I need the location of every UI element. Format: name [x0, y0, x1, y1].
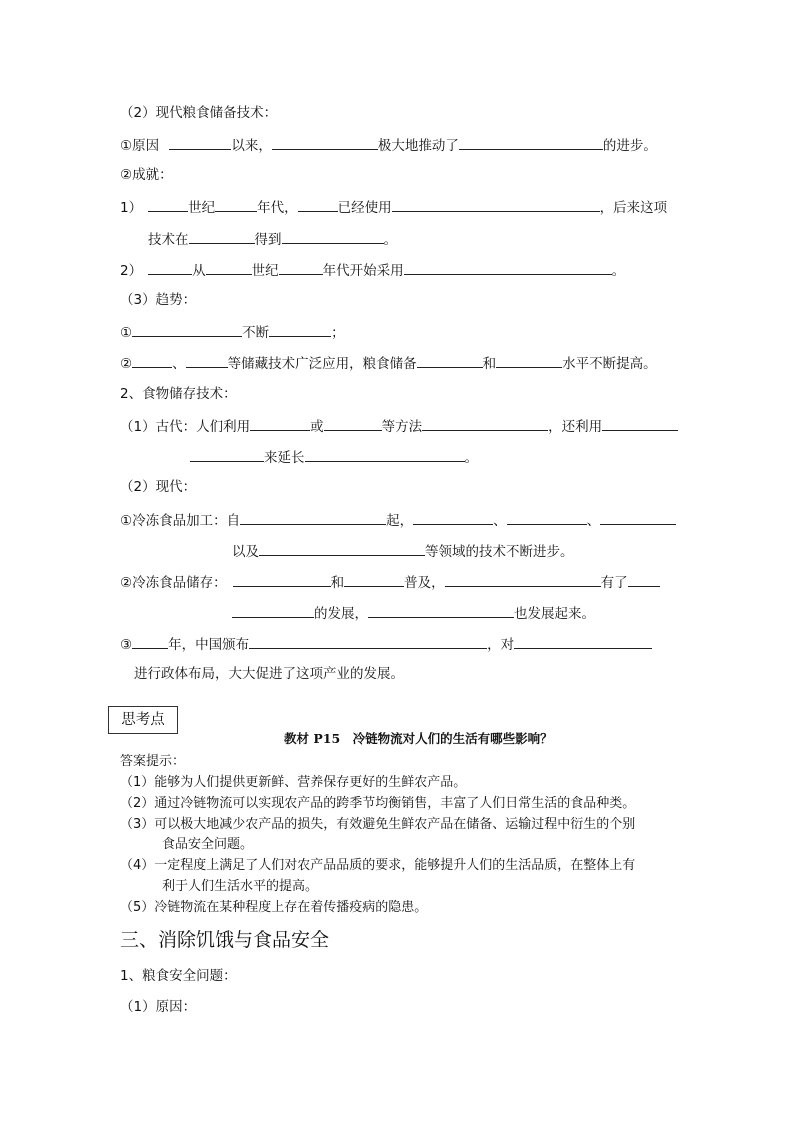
line-achievement: ②成就：	[120, 167, 173, 183]
line-achievement-2	[120, 260, 625, 280]
text: 年代开始采用	[322, 263, 404, 279]
line-reason	[120, 135, 657, 155]
line-achievement-1-cont	[148, 229, 397, 249]
answer-item-3-cont: 食品安全问题。	[162, 837, 254, 852]
text: 的进步。	[602, 138, 657, 154]
text: 。	[464, 450, 478, 466]
line-frozen-storage-cont	[232, 603, 595, 623]
answer-item-1: （1）能够为人们提供更新鲜、营养保存更好的生鲜农产品。	[120, 775, 467, 790]
text: ①原因	[120, 138, 160, 154]
blank[interactable]	[392, 197, 600, 212]
blank[interactable]	[507, 510, 587, 525]
line-frozen-processing-cont	[232, 541, 574, 561]
line-food-storage: 2、食物储存技术：	[120, 386, 237, 402]
blank[interactable]	[186, 353, 228, 368]
text: 的发展，	[314, 606, 368, 622]
text: 得到	[254, 232, 282, 248]
text: 有了	[600, 575, 628, 591]
blank[interactable]	[269, 322, 331, 337]
text: 已经使用	[337, 200, 392, 216]
blank[interactable]	[190, 447, 264, 462]
answer-item-4: （4）一定程度上满足了人们对农产品品质的要求，能够提升人们的生活品质，在整体上有	[120, 858, 636, 873]
blank[interactable]	[132, 634, 168, 649]
answer-label: 答案提示：	[120, 754, 186, 769]
text: 等方法	[381, 419, 423, 435]
text: 或	[310, 419, 324, 435]
text: 和	[482, 356, 497, 372]
text: 普及，	[404, 575, 445, 591]
line-regulation	[120, 634, 652, 654]
text: 、	[493, 513, 507, 529]
text: 以来，	[231, 138, 272, 154]
blank[interactable]	[413, 510, 493, 525]
line-ancient-cont	[190, 447, 478, 467]
blank[interactable]	[298, 197, 338, 212]
text: ②冷冻食品储存：	[120, 575, 227, 591]
text: 水平不断提高。	[562, 356, 657, 372]
blank[interactable]	[250, 416, 310, 431]
text: 技术在	[148, 232, 189, 248]
blank[interactable]	[272, 135, 378, 150]
text: 等储藏技术广泛应用，粮食储备	[227, 356, 417, 372]
blank[interactable]	[602, 416, 678, 431]
text: 年代，	[257, 200, 298, 216]
blank[interactable]	[459, 135, 603, 150]
text: 、	[586, 513, 601, 529]
text: 从	[192, 263, 206, 279]
text: ，后来这项	[599, 200, 668, 216]
text: 1）	[120, 200, 143, 216]
blank[interactable]	[514, 634, 652, 649]
blank[interactable]	[232, 603, 314, 618]
blank[interactable]	[445, 572, 601, 587]
text: 世纪	[251, 263, 279, 279]
section-heading: 三、消除饥饿与食品安全	[120, 929, 330, 951]
blank[interactable]	[404, 260, 612, 275]
text: 和	[330, 575, 345, 591]
line-frozen-storage	[120, 572, 660, 592]
line-trend: （3）趋势：	[120, 292, 197, 308]
text: 来延长	[264, 450, 305, 466]
think-point-box: 思考点	[108, 706, 178, 734]
blank[interactable]	[132, 353, 172, 368]
blank[interactable]	[628, 572, 660, 587]
line-frozen-processing	[120, 510, 676, 530]
line-modern-grain-storage: （2）现代粮食储备技术：	[120, 105, 278, 121]
blank[interactable]	[344, 572, 404, 587]
text: 、	[172, 356, 186, 372]
text: 等领域的技术不断进步。	[425, 544, 574, 560]
blank[interactable]	[240, 510, 386, 525]
blank[interactable]	[279, 260, 323, 275]
line-cause: （1）原因：	[120, 999, 197, 1015]
text: 极大地推动了	[377, 138, 459, 154]
blank[interactable]	[496, 353, 562, 368]
blank[interactable]	[417, 353, 483, 368]
text: （1）古代：人们利用	[120, 419, 251, 435]
text: 也发展起来。	[514, 606, 595, 622]
answer-item-5: （5）冷链物流在某种程度上存在着传播疫病的隐患。	[120, 900, 428, 915]
blank[interactable]	[324, 416, 382, 431]
blank[interactable]	[368, 603, 514, 618]
answer-item-2: （2）通过冷链物流可以实现农产品的跨季节均衡销售，丰富了人们日常生活的食品种类。	[120, 796, 636, 811]
question-title: 教材 P15 冷链物流对人们的生活有哪些影响？	[284, 731, 553, 746]
blank[interactable]	[233, 572, 331, 587]
line-achievement-1	[120, 197, 667, 217]
answer-item-3: （3）可以极大地减少农产品的损失，有效避免生鲜农产品在储备、运输过程中衍生的个别	[120, 817, 636, 832]
line-modern: （2）现代：	[120, 479, 197, 495]
blank[interactable]	[422, 416, 548, 431]
text: ①	[120, 325, 133, 341]
line-regulation-cont: 进行政体布局，大大促进了这项产业的发展。	[134, 666, 404, 682]
blank[interactable]	[305, 447, 465, 462]
text: ，对	[487, 637, 515, 653]
text: ②	[120, 356, 133, 372]
text: 不断	[242, 325, 270, 341]
line-ancient	[120, 416, 678, 436]
text: 年，中国颁布	[168, 637, 250, 653]
text: ；	[331, 325, 345, 341]
text: ③	[120, 637, 133, 653]
blank[interactable]	[148, 260, 192, 275]
line-grain-safety: 1、粮食安全问题：	[120, 968, 237, 984]
blank[interactable]	[189, 229, 255, 244]
text: 。	[383, 232, 397, 248]
line-trend-1	[120, 322, 345, 342]
blank[interactable]	[148, 197, 188, 212]
text: 以及	[232, 544, 259, 560]
text: 起，	[386, 513, 414, 529]
blank[interactable]	[282, 229, 384, 244]
blank[interactable]	[169, 135, 231, 150]
text: ，还利用	[548, 419, 603, 435]
text: 2）	[120, 263, 143, 279]
blank[interactable]	[600, 510, 676, 525]
blank[interactable]	[249, 634, 487, 649]
blank[interactable]	[206, 260, 252, 275]
answer-item-4-cont: 利于人们生活水平的提高。	[162, 879, 319, 894]
line-trend-2	[120, 353, 657, 373]
blank[interactable]	[259, 541, 425, 556]
blank[interactable]	[132, 322, 242, 337]
text: 。	[611, 263, 626, 279]
blank[interactable]	[215, 197, 257, 212]
text: 世纪	[188, 200, 216, 216]
text: ①冷冻食品加工：自	[120, 513, 241, 529]
